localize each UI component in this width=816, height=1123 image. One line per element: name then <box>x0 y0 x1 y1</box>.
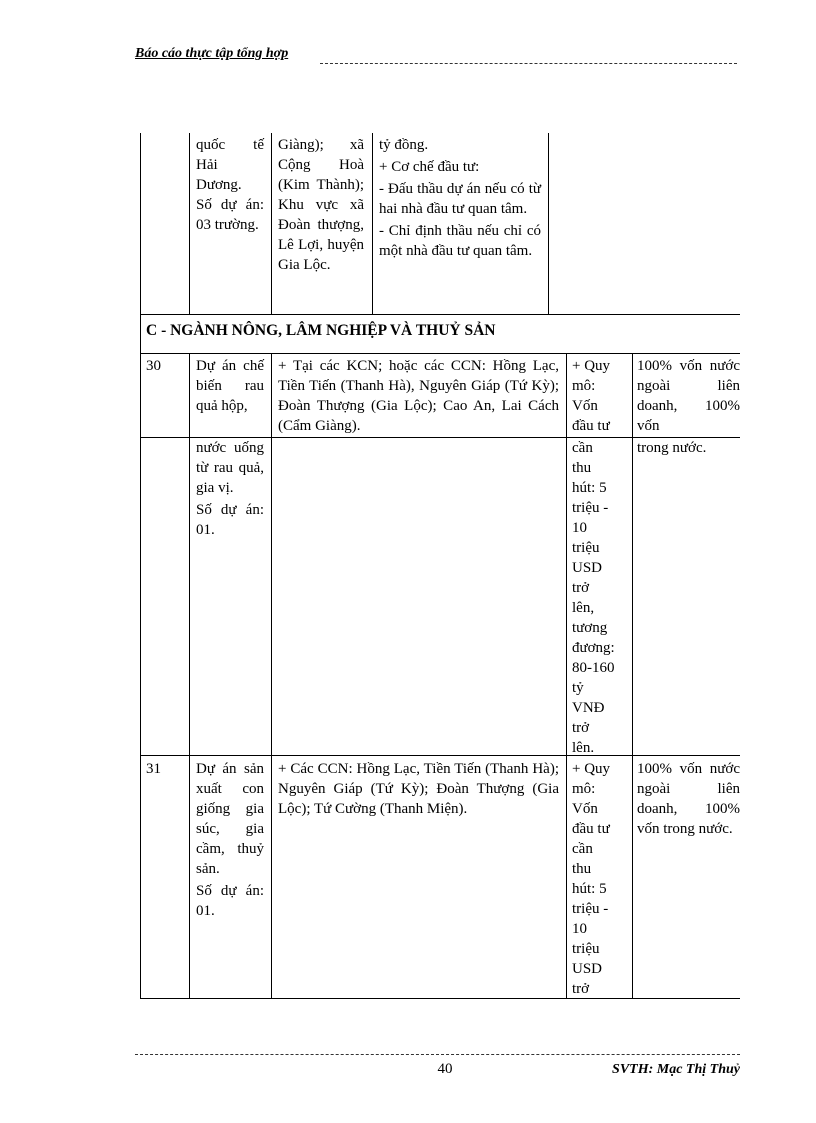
row-30-scale-line: triệu <box>572 540 600 556</box>
row-30-scale-line: lên. <box>572 740 595 756</box>
footer-author: SVTH: Mạc Thị Thuỷ <box>612 1062 740 1077</box>
row-31-form: 100% vốn nước ngoài liên doanh, 100% vốn trong nước. <box>637 761 740 837</box>
table-rule <box>140 353 740 354</box>
cont-capital-para: - Chỉ định thầu nếu chỉ có một nhà đầu tư quan tâm. <box>379 223 541 259</box>
row-31-scale-line: thu <box>572 861 592 877</box>
table-rule <box>140 314 740 315</box>
row-31-scale-line: triệu <box>572 941 600 957</box>
cont-project-line: quốc tế <box>196 137 264 153</box>
table-rule <box>140 353 141 998</box>
row-30-form-top: 100% vốn nước ngoài liên doanh, 100% vốn <box>637 358 740 434</box>
row-30-scale-line: hút: 5 <box>572 480 607 496</box>
row-31-scale-line: 10 <box>572 921 587 937</box>
cont-capital-cell <box>379 135 541 261</box>
row-31-scale-line: hút: 5 <box>572 881 607 897</box>
row-31-scale-line: triệu - <box>572 901 609 917</box>
cont-capital-para: tỷ đồng. <box>379 137 429 153</box>
table-rule <box>140 755 740 756</box>
table-rule <box>271 133 272 314</box>
table-rule <box>548 133 549 314</box>
row-30-scale-line: trở <box>572 720 590 736</box>
table-rule <box>632 353 633 998</box>
table-rule <box>140 998 740 999</box>
row-31-scale-line: USD <box>572 961 603 977</box>
row-30-project-para: Số dự án: 01. <box>196 502 264 538</box>
row-31-scale-line: cần <box>572 841 593 857</box>
row-31-scale-line: mô: <box>572 781 596 797</box>
cont-project-cell <box>196 135 264 235</box>
cont-capital-para: + Cơ chế đầu tư: <box>379 159 480 175</box>
row-30-scale-line: đương: <box>572 640 615 656</box>
row-30-scale-line: USD <box>572 560 603 576</box>
report-title: Báo cáo thực tập tổng hợp <box>135 46 289 61</box>
row-31-project-para: Số dự án: 01. <box>196 883 264 919</box>
row-30-scale-line: 10 <box>572 520 587 536</box>
row-31-scale-cell <box>572 759 628 999</box>
row-30-scale-line: thu <box>572 460 592 476</box>
page-header <box>135 46 737 68</box>
row-30-scale-line: cần <box>572 440 593 456</box>
row-30-scale-line: Vốn <box>572 398 598 414</box>
cont-project-count: Số dự án: 03 trường. <box>196 197 264 233</box>
row-30-location: + Tại các KCN; hoặc các CCN: Hồng Lạc, Tiền Tiến (Thanh Hà), Nguyên Giáp (Tứ Kỳ); Đoàn Thượng (Gia Lộc); Cao An, Lai Cách (Cẩm Giàng). <box>278 358 559 434</box>
row-30-scale-line: tỷ <box>572 680 584 696</box>
header-divider <box>320 63 737 64</box>
row-30-project-para: nước uống từ rau quả, gia vị. <box>196 440 264 496</box>
cont-location-text: Giàng); xã Cộng Hoà (Kim Thành); Khu vực xã Đoàn thượng, Lê Lợi, huyện Gia Lộc. <box>278 137 364 273</box>
table-rule <box>189 353 190 998</box>
row-31-number: 31 <box>146 761 161 777</box>
row-31-project-cell <box>196 759 264 921</box>
section-c-heading: C - NGÀNH NÔNG, LÂM NGHIỆP VÀ THUỶ SẢN <box>146 322 496 339</box>
row-30-scale-line: 80-160 <box>572 660 615 676</box>
table-rule <box>566 353 567 998</box>
table-rule <box>189 133 190 314</box>
row-30-scale-line: tương <box>572 620 608 636</box>
row-31-project-para: Dự án sản xuất con giống gia súc, gia cầm, thuỷ sản. <box>196 761 264 877</box>
table-rule <box>140 133 141 314</box>
row-30-scale-cell <box>572 356 628 758</box>
row-31-scale-line: Vốn <box>572 801 598 817</box>
page-number: 40 <box>437 1061 453 1077</box>
row-30-scale-line: đầu tư <box>572 418 610 434</box>
cont-project-line: Hải Dương. <box>196 157 242 193</box>
row-30-scale-line: VNĐ <box>572 700 605 716</box>
row-31-scale-line: + Quy <box>572 761 611 777</box>
row-30-scale-line: mô: <box>572 378 596 394</box>
row-30-project-rest <box>196 438 264 540</box>
row-31-scale-line: đầu tư <box>572 821 610 837</box>
row-30-project-top: Dự án chế biến rau quả hộp, <box>196 358 264 414</box>
row-30-number: 30 <box>146 358 161 374</box>
table-rule <box>140 314 141 353</box>
table-rule <box>372 133 373 314</box>
table-rule <box>271 353 272 998</box>
row-30-scale-line: triệu - <box>572 500 609 516</box>
footer-divider <box>135 1054 740 1055</box>
row-30-form-rest: trong nước. <box>637 440 707 456</box>
row-30-scale-line: trở <box>572 580 590 596</box>
row-30-scale-line: lên, <box>572 600 595 616</box>
row-30-scale-line: + Quy <box>572 358 611 374</box>
cont-location-cell <box>278 135 364 275</box>
row-31-scale-line: trở <box>572 981 590 997</box>
cont-capital-para: - Đấu thầu dự án nếu có từ hai nhà đầu tư quan tâm. <box>379 181 541 217</box>
row-31-location: + Các CCN: Hồng Lạc, Tiền Tiến (Thanh Hà); Nguyên Giáp (Tứ Kỳ); Đoàn Thượng (Gia Lộc); Tứ Cường (Thanh Miện). <box>278 761 559 817</box>
